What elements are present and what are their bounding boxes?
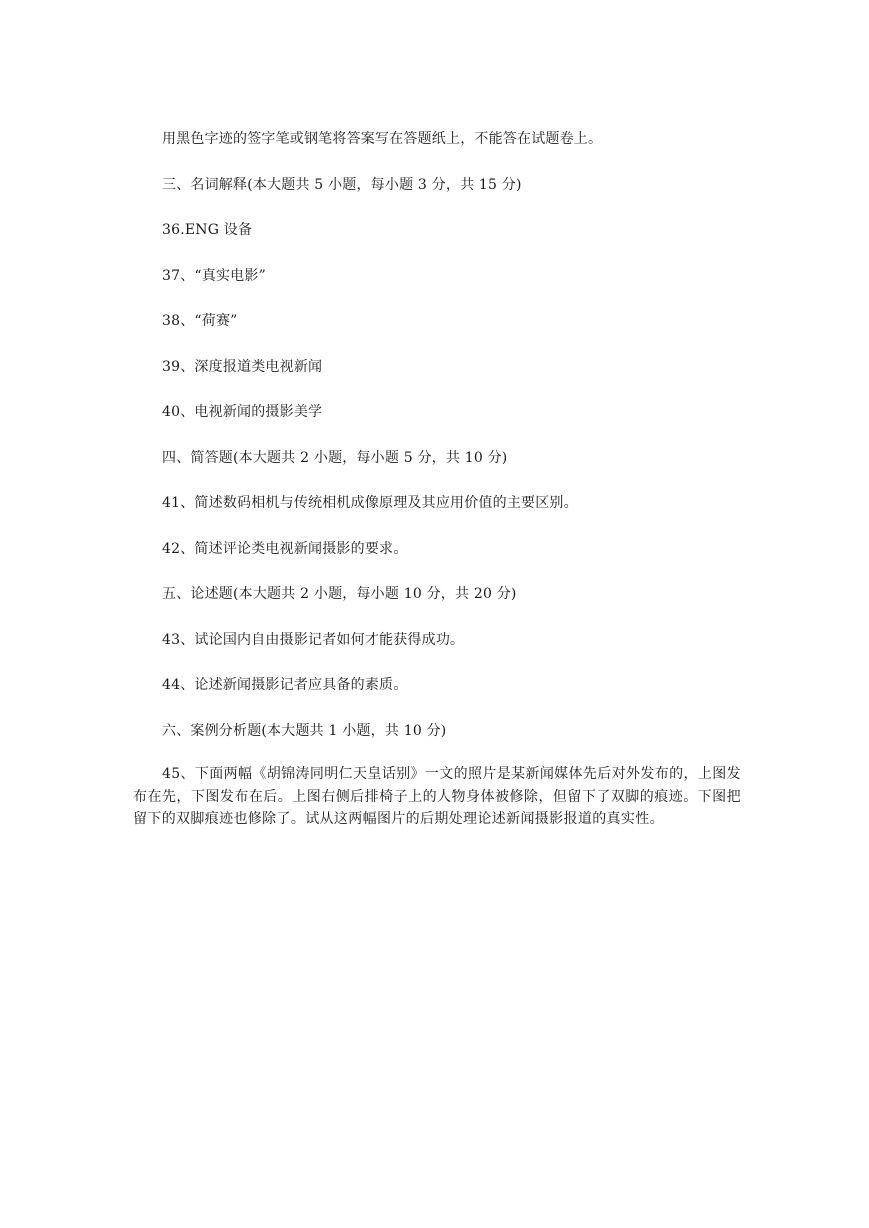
section-heading-short-answer: 四、简答题(本大题共 2 小题，每小题 5 分，共 10 分) — [162, 450, 508, 466]
question-40: 40、电视新闻的摄影美学 — [162, 404, 323, 420]
question-45: 45、下面两幅《胡锦涛同明仁天皇话别》一文的照片是某新闻媒体先后对外发布的，上图发布在先，下图发布在后。上图右侧后排椅子上的人物身体被修除，但留下了双脚的痕迹。下图把留下的双脚痕迹也修除了。试从这两幅图片的后期处理论述新闻摄影报道的真实性。 — [133, 766, 741, 827]
question-37: 37、“真实电影” — [162, 268, 266, 284]
question-41: 41、简述数码相机与传统相机成像原理及其应用价值的主要区别。 — [162, 495, 578, 511]
question-43: 43、试论国内自由摄影记者如何才能获得成功。 — [162, 632, 465, 648]
question-42: 42、简述评论类电视新闻摄影的要求。 — [162, 541, 408, 557]
section-heading-essay: 五、论述题(本大题共 2 小题，每小题 10 分，共 20 分) — [162, 586, 517, 602]
question-38: 38、“荷赛” — [162, 313, 238, 329]
section-heading-case-analysis: 六、案例分析题(本大题共 1 小题，共 10 分) — [162, 723, 447, 739]
section-heading-term-explanation: 三、名词解释(本大题共 5 小题，每小题 3 分，共 15 分) — [162, 177, 522, 193]
answer-instruction: 用黑色字迹的签字笔或钢笔将答案写在答题纸上，不能答在试题卷上。 — [162, 131, 603, 147]
question-44: 44、论述新闻摄影记者应具备的素质。 — [162, 677, 408, 693]
question-39: 39、深度报道类电视新闻 — [162, 359, 323, 375]
question-36: 36.ENG 设备 — [162, 222, 253, 238]
